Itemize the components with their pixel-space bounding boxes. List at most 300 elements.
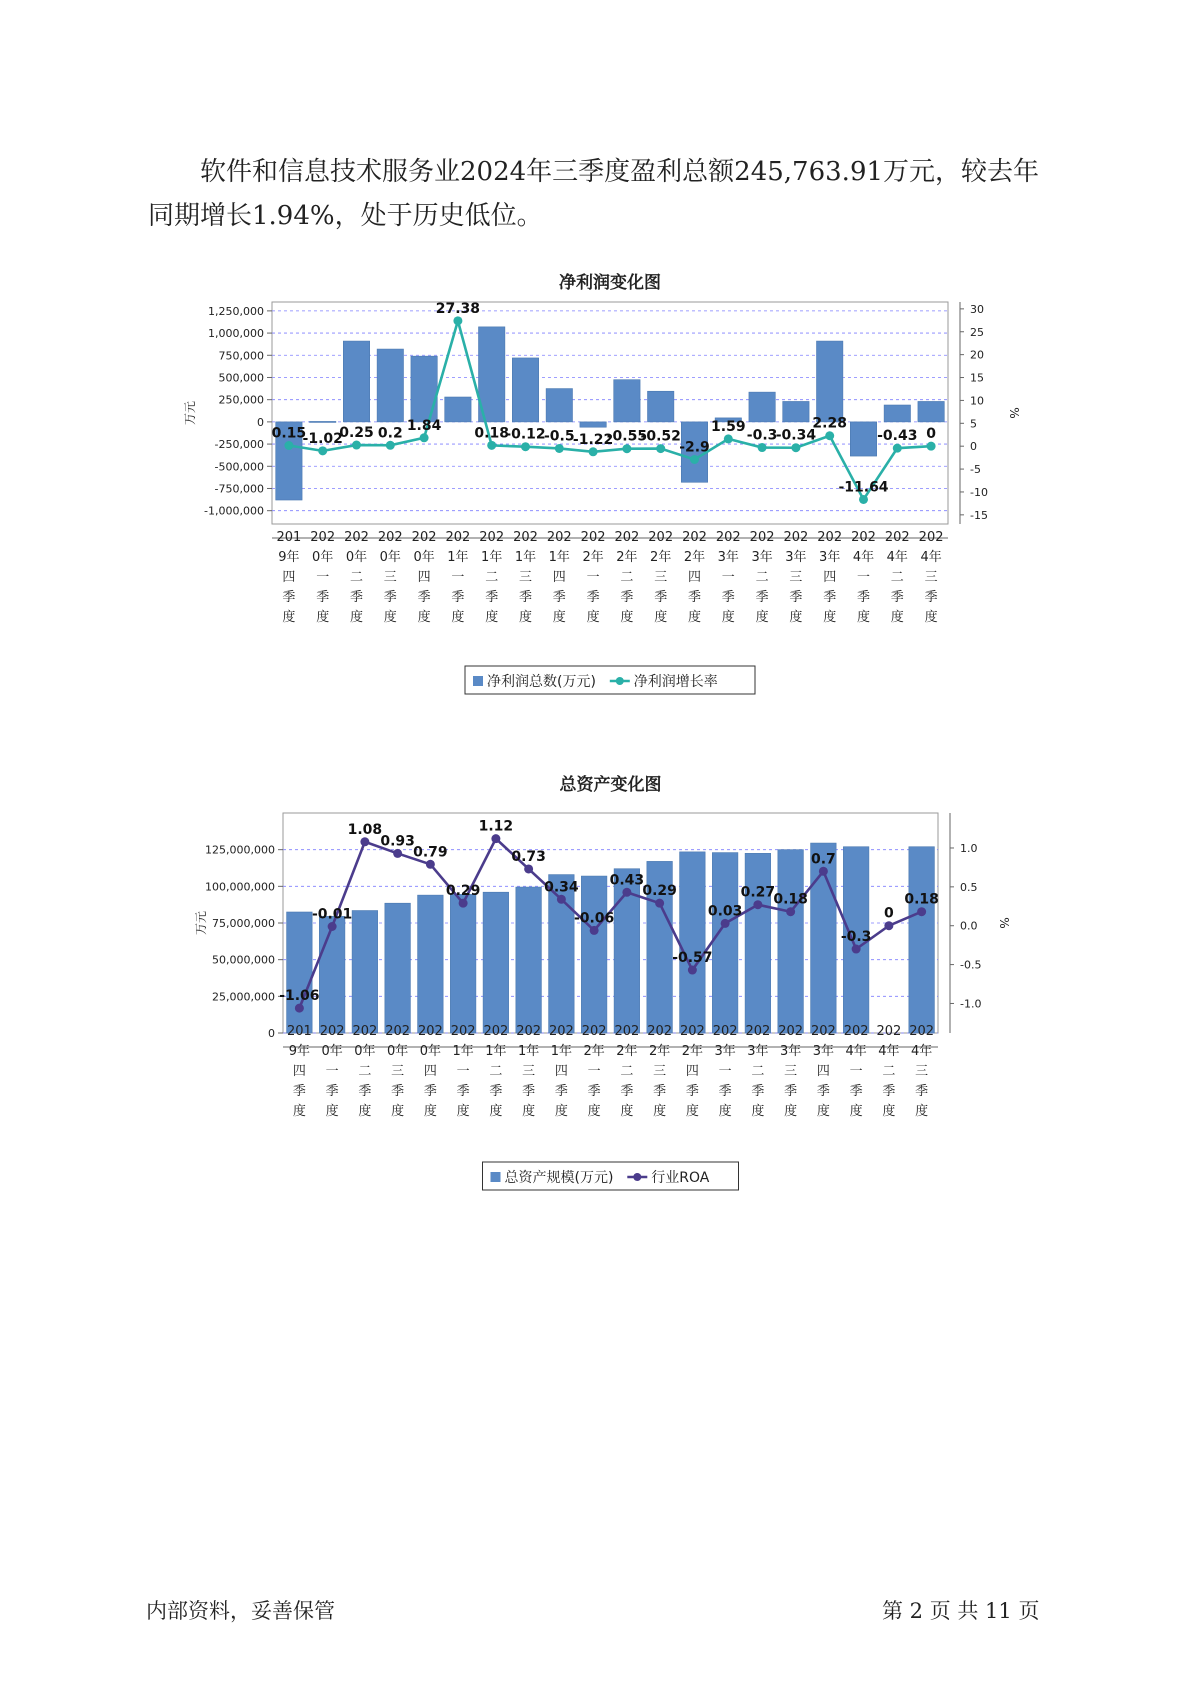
legend-line-marker [633,1173,641,1181]
y2-tick-label: 0.0 [960,919,978,933]
category-label: 度 [849,1104,863,1119]
category-label: 一 [718,1064,732,1079]
data-label: 0 [884,905,894,922]
y-tick-label: 50,000,000 [212,953,275,967]
bar [343,341,369,422]
line-point [721,919,730,928]
bar [778,850,804,1033]
category-label: 一 [856,570,871,585]
data-label: 0 [926,426,936,443]
category-label: 季 [849,1084,863,1099]
y2-tick-label: 0.5 [960,880,978,894]
line-point [791,443,800,452]
category-label: 9年 [288,1044,311,1059]
bar [918,401,944,421]
category-label: 四 [552,570,566,585]
category-label: 三 [391,1064,405,1079]
data-label: -0.43 [877,428,918,445]
category-label: 二 [751,1064,765,1079]
y-tick-label: 0 [268,1027,275,1040]
category-label: 四 [685,1064,699,1079]
category-label: 季 [856,590,871,605]
category-label: 202 [712,1024,738,1039]
category-label: 季 [489,1084,503,1099]
bar [712,853,738,1033]
category-label: 2年 [616,550,638,565]
data-label: -0.5 [543,428,575,445]
line-point [555,444,564,453]
data-label: 27.38 [435,300,481,317]
category-label: 季 [654,590,668,605]
category-label: 二 [620,570,634,585]
data-label: 0.34 [544,879,579,896]
category-label: 季 [816,1084,830,1099]
category-label: 度 [654,610,668,625]
bar [749,392,775,422]
category-label: 度 [282,610,296,625]
category-label: 度 [325,1104,339,1119]
category-label: 一 [456,1064,470,1079]
data-label: -0.01 [311,906,353,923]
line-point [453,316,462,325]
category-label: 一 [849,1064,863,1079]
category-label: 度 [586,610,600,625]
category-label: 202 [479,530,505,545]
category-label: 202 [843,1024,869,1039]
y2-tick-label: 25 [970,325,984,339]
footer-page-number: 第 2 页 共 11 页 [882,1599,1040,1623]
data-label: 0.2 [377,425,403,442]
bar [287,912,313,1033]
data-label: 0.43 [609,872,645,889]
line-point [917,907,926,916]
line-point [295,1004,304,1013]
category-label: 二 [620,1064,634,1079]
y-tick-label: 500,000 [218,371,264,385]
line-point [852,945,861,954]
legend-line-marker [616,677,624,685]
category-label: 度 [383,610,397,625]
category-label: 1年 [485,1044,507,1059]
line-point [284,441,293,450]
category-label: 季 [391,1084,405,1099]
y2-tick-label: 20 [970,348,984,362]
category-label: 四 [423,1064,437,1079]
line-point [688,966,697,975]
net-profit-chart [0,268,1191,718]
bar [680,852,706,1033]
category-label: 四 [687,570,702,585]
category-label: 202 [546,530,572,545]
category-label: 度 [784,1104,798,1119]
category-label: 202 [516,1024,542,1039]
category-label: 4年 [878,1044,900,1059]
bar [783,401,809,421]
y2-tick-label: -1.0 [960,997,982,1011]
category-label: 一 [721,570,735,585]
category-label: 2年 [681,1044,704,1059]
bar [418,895,444,1033]
category-label: 二 [489,1064,503,1079]
line-point [859,495,868,504]
category-label: 季 [924,590,938,605]
category-label: 四 [417,570,431,585]
line-point [352,441,361,450]
y2-tick-label: 10 [970,394,984,408]
data-label: -1.06 [279,988,320,1005]
category-label: 季 [485,590,499,605]
y2-axis-title: % [1007,407,1021,419]
category-label: 三 [653,1064,667,1079]
y-tick-label: 1,250,000 [208,304,264,318]
category-label: 202 [310,530,336,545]
data-label: 0.18 [773,891,808,908]
category-label: 202 [745,1024,771,1039]
y2-tick-label: -0.5 [960,958,982,972]
y2-tick-label: -10 [970,485,988,499]
category-label: 季 [789,590,803,605]
line-point [524,864,533,873]
category-label: 二 [349,570,364,585]
category-label: 四 [823,570,837,585]
category-label: 1年 [517,1044,540,1059]
bar [411,356,437,422]
line-point [690,455,699,464]
category-label: 3年 [779,1044,802,1059]
category-label: 一 [325,1064,339,1079]
line-point [557,895,566,904]
category-label: 季 [423,1084,437,1099]
category-label: 1年 [550,1044,573,1059]
category-label: 202 [851,530,876,545]
y-tick-label: 750,000 [218,349,264,363]
category-label: 202 [344,530,369,545]
category-label: 202 [445,530,471,545]
category-label: 度 [349,610,364,625]
legend-bar-swatch [491,1172,501,1182]
category-label: 1年 [514,550,537,565]
bar [850,422,876,456]
category-label: 季 [687,590,702,605]
category-label: 202 [778,1024,804,1039]
category-label: 一 [316,570,330,585]
bar [450,894,476,1033]
category-label: 季 [522,1084,536,1099]
category-label: 度 [292,1104,306,1119]
bar [352,911,378,1033]
category-label: 季 [587,1084,601,1099]
category-label: 0年 [419,1044,442,1059]
category-label: 度 [687,610,702,625]
data-label: -0.55 [606,428,648,445]
category-label: 度 [721,610,735,625]
category-label: 202 [876,1024,902,1039]
category-label: 3年 [751,550,773,565]
category-label: 季 [685,1084,699,1099]
data-label: -2.9 [679,439,710,456]
data-label: 1.12 [478,818,514,835]
category-label: 0年 [354,1044,376,1059]
category-label: 季 [586,590,600,605]
category-label: 三 [924,570,938,585]
line-point [393,849,402,858]
category-label: 3年 [785,550,807,565]
category-label: 2年 [648,1044,671,1059]
category-label: 度 [882,1104,896,1119]
category-label: 季 [316,590,330,605]
category-label: 202 [918,530,944,545]
category-label: 3年 [812,1044,835,1059]
y-axis-title: 万元 [194,910,208,936]
line-point [884,921,893,930]
category-label: 度 [823,610,837,625]
category-label: 202 [513,530,538,545]
category-label: 202 [614,530,640,545]
data-label: 1.84 [406,417,442,434]
bar [319,916,345,1033]
category-label: 度 [890,610,904,625]
data-label: -0.3 [840,929,872,946]
category-label: 三 [654,570,668,585]
category-label: 四 [816,1064,830,1079]
category-label: 度 [924,610,938,625]
category-label: 3年 [819,550,841,565]
bar [385,903,411,1033]
y-tick-label: 1,000,000 [208,327,264,341]
category-label: 202 [580,530,606,545]
y2-tick-label: 0 [970,440,977,454]
line-point [758,443,767,452]
category-label: 季 [620,1084,634,1099]
category-label: 三 [789,570,803,585]
line-point [420,433,429,442]
line-point [426,860,435,869]
data-label: 2.28 [812,415,847,432]
category-label: 度 [685,1104,699,1119]
category-label: 季 [518,590,533,605]
category-label: 2年 [616,1044,638,1059]
bar [648,391,674,422]
category-label: 度 [620,1104,634,1119]
y-tick-label: -750,000 [214,482,264,496]
category-label: 4年 [886,550,908,565]
category-label: 202 [679,1024,705,1039]
category-label: 202 [715,530,741,545]
line-point [622,444,631,453]
y2-axis-title: % [997,917,1011,929]
category-label: 度 [522,1104,536,1119]
data-label: -0.52 [640,428,681,445]
line-point [328,922,337,931]
data-label: -1.22 [572,431,614,448]
y-tick-label: 25,000,000 [212,990,275,1004]
line-point [786,907,795,916]
bar [377,349,403,422]
category-label: 度 [653,1104,667,1119]
y2-tick-label: 30 [970,302,984,316]
category-label: 度 [417,610,431,625]
category-label: 202 [647,1024,673,1039]
chart-title: 净利润变化图 [559,273,661,293]
line-point [656,444,665,453]
bar [884,405,910,422]
category-label: 季 [653,1084,667,1099]
category-label: 三 [915,1064,929,1079]
bar [516,887,542,1033]
category-label: 2年 [582,550,604,565]
summary-paragraph [148,150,1048,238]
category-label: 9年 [278,550,300,565]
category-label: 202 [614,1024,640,1039]
y-tick-label: -500,000 [214,460,264,474]
y2-tick-label: 5 [970,417,977,431]
category-label: 202 [377,530,403,545]
line-point [590,926,599,935]
category-label: 季 [890,590,904,605]
category-label: 度 [856,610,871,625]
category-label: 202 [417,1024,443,1039]
category-label: 季 [882,1084,896,1099]
category-label: 四 [282,570,296,585]
category-label: 三 [784,1064,798,1079]
category-label: 0年 [379,550,401,565]
footer-confidential-note: 内部资料，妥善保管 [146,1599,335,1623]
category-label: 0年 [345,550,368,565]
category-label: 度 [423,1104,437,1119]
line-point [753,900,762,909]
category-label: 202 [783,530,809,545]
category-label: 二 [882,1064,896,1079]
category-label: 一 [586,570,600,585]
category-label: 三 [518,570,533,585]
category-label: 度 [755,610,769,625]
data-label: 1.59 [711,418,746,435]
data-label: 0.03 [707,903,743,920]
category-label: 季 [552,590,566,605]
legend-bar-swatch [473,676,483,686]
category-label: 度 [718,1104,732,1119]
category-label: 季 [718,1084,732,1099]
category-label: 度 [451,610,465,625]
data-label: 0.27 [740,884,776,901]
bar [817,341,843,422]
category-label: 202 [352,1024,378,1039]
category-label: 0年 [386,1044,409,1059]
category-label: 季 [417,590,431,605]
category-label: 度 [587,1104,601,1119]
category-label: 度 [915,1104,929,1119]
bar [310,421,336,422]
line-point [622,888,631,897]
line-point [724,434,733,443]
category-label: 二 [485,570,499,585]
category-label: 三 [383,570,397,585]
category-label: 季 [755,590,769,605]
line-point [360,837,369,846]
line-point [459,899,468,908]
category-label: 二 [755,570,769,585]
category-label: 季 [451,590,465,605]
category-label: 度 [489,1104,503,1119]
data-label: 0.25 [339,425,374,442]
line-point [655,899,664,908]
category-label: 1年 [452,1044,474,1059]
y-tick-label: 125,000,000 [205,843,275,857]
category-label: 二 [358,1064,372,1079]
bar [614,380,640,422]
category-label: 4年 [845,1044,867,1059]
category-label: 202 [810,1024,836,1039]
summary-text: 软件和信息技术服务业2024年三季度盈利总额245,763.91万元，较去年同期增长1.94%，处于历史低位。 [148,157,1040,231]
data-label: 1.08 [347,821,383,838]
category-label: 季 [383,590,397,605]
category-label: 3年 [714,1044,736,1059]
category-label: 季 [554,1084,568,1099]
category-label: 202 [884,530,910,545]
y2-tick-label: 1.0 [960,841,978,855]
category-label: 度 [391,1104,405,1119]
legend-line-label: 行业ROA [651,1170,710,1186]
category-label: 二 [890,570,904,585]
category-label: 季 [751,1084,765,1099]
category-label: 202 [817,530,843,545]
category-label: 四 [292,1064,306,1079]
category-label: 201 [286,1024,312,1039]
chart-title: 总资产变化图 [559,775,662,795]
category-label: 202 [548,1024,574,1039]
data-label: 0.79 [413,844,448,861]
total-assets-chart [0,768,1191,1228]
data-label: -0.34 [775,427,817,444]
category-label: 202 [749,530,775,545]
category-label: 202 [411,530,437,545]
y-tick-label: 0 [257,415,264,429]
category-label: 2年 [683,550,706,565]
category-label: 季 [325,1084,339,1099]
category-label: 一 [587,1064,601,1079]
line-point [487,441,496,450]
category-label: 度 [316,610,330,625]
bar [581,876,607,1033]
category-label: 一 [451,570,465,585]
line-point [819,867,828,876]
category-label: 季 [358,1084,372,1099]
data-label: 0.18 [904,891,939,908]
data-label: 0.7 [810,851,836,868]
category-label: 季 [620,590,634,605]
category-label: 季 [784,1084,798,1099]
y-tick-label: -1,000,000 [204,504,264,518]
y-axis-title: 万元 [183,400,197,426]
category-label: 202 [483,1024,509,1039]
bar [512,358,538,422]
category-label: 度 [358,1104,372,1119]
line-point [318,446,327,455]
data-label: -0.57 [672,950,713,967]
category-label: 季 [915,1084,929,1099]
data-label: 0.15 [271,425,307,442]
category-label: 0年 [321,1044,343,1059]
data-label: 0.29 [445,883,481,900]
category-label: 202 [648,530,674,545]
y-tick-label: 100,000,000 [205,880,275,894]
category-label: 4年 [920,550,942,565]
category-label: 度 [751,1104,765,1119]
category-label: 0年 [312,550,334,565]
category-label: 202 [909,1024,935,1039]
category-label: 季 [292,1084,306,1099]
category-label: 度 [789,610,803,625]
